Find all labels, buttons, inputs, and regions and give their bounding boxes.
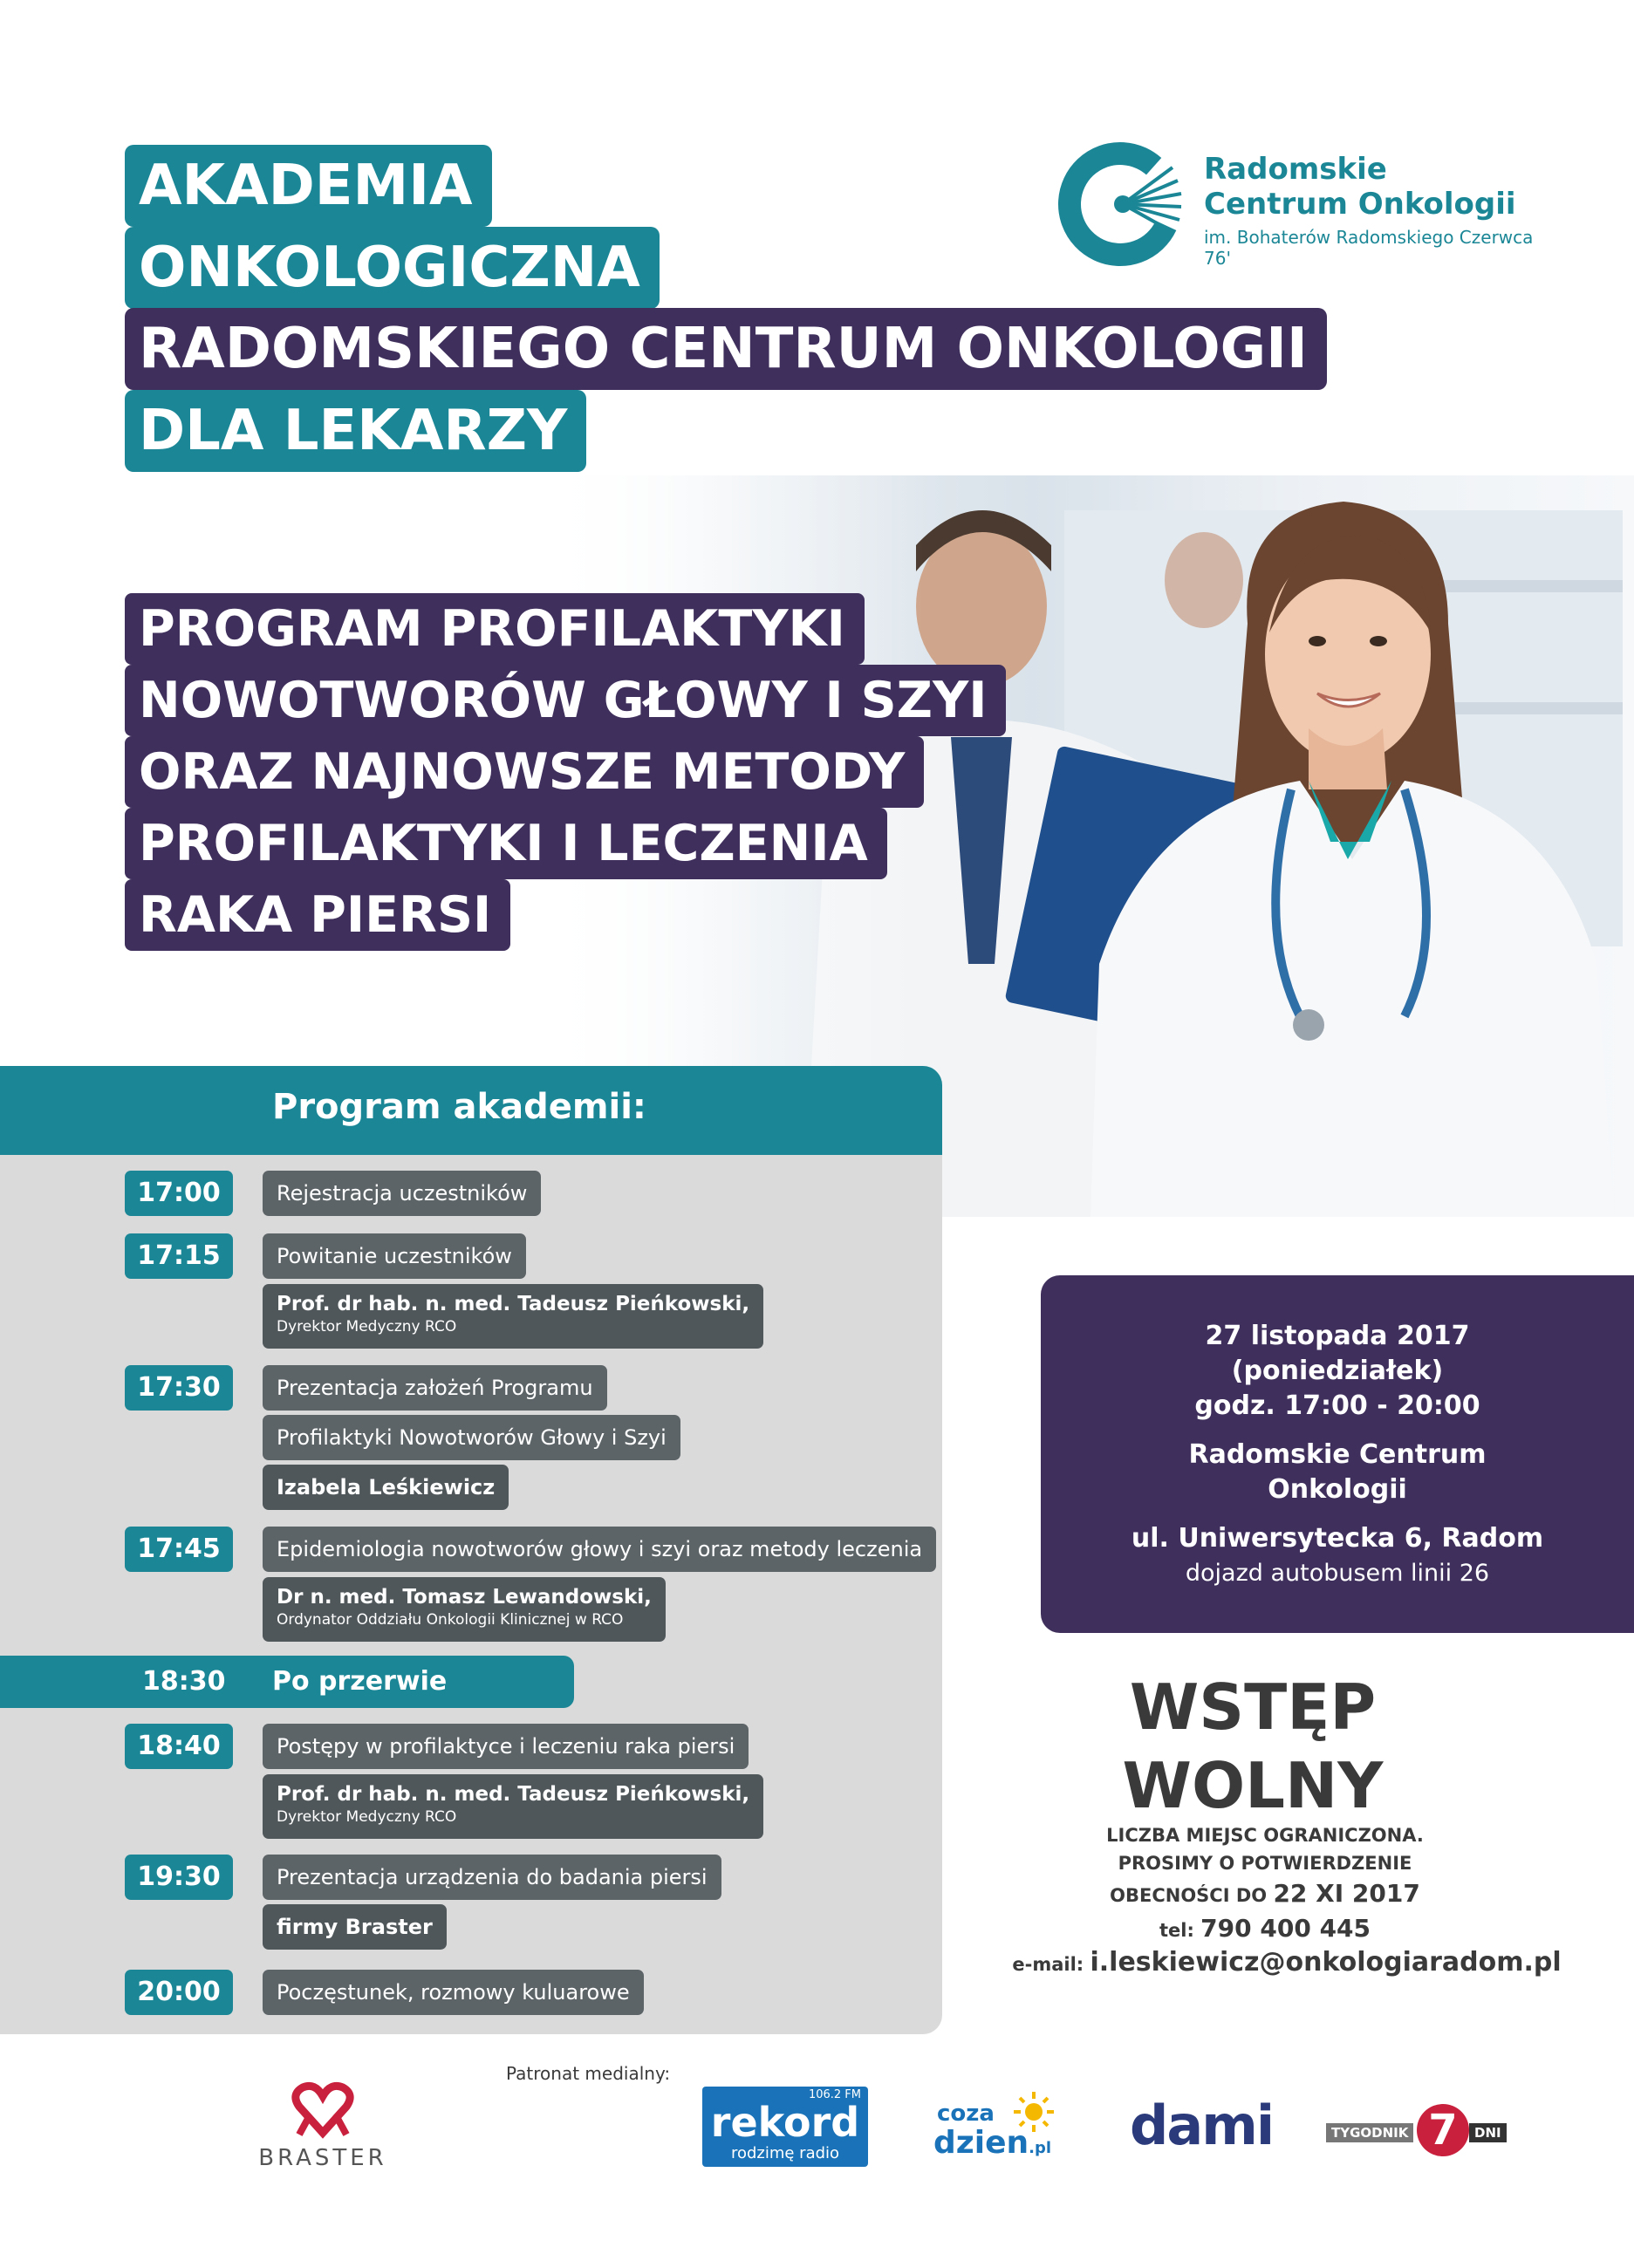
rekord-logo (702, 2087, 868, 2167)
speaker-name: firmy Braster (277, 1915, 433, 1939)
break-row (0, 1656, 574, 1708)
speaker-name: Prof. dr hab. n. med. Tadeusz Pieńkowski, (277, 1783, 750, 1806)
email-label: e-mail: (1012, 1954, 1090, 1975)
agenda-title: Prezentacja założeń Programu (263, 1365, 607, 1411)
tygodnik-number: 7 (1428, 2106, 1458, 2155)
event-weekday: (poniedziałek) (1231, 1356, 1444, 1386)
speaker-name: Prof. dr hab. n. med. Tadeusz Pieńkowski, (277, 1293, 750, 1315)
time-badge: 17:00 (125, 1171, 233, 1216)
title-line-3: RADOMSKIEGO CENTRUM ONKOLOGII (125, 308, 1327, 390)
time-badge: 20:00 (125, 1970, 233, 2015)
event-hours: godz. 17:00 - 20:00 (1194, 1390, 1480, 1421)
patronage-label: Patronat medialny: (506, 2063, 671, 2084)
logo-name-line-2: Centrum Onkologii (1204, 187, 1516, 222)
rco-logo (1057, 141, 1546, 268)
program-title-line-1: PROGRAM PROFILAKTYKI (125, 593, 865, 665)
braster-ribbon-icon (284, 2080, 362, 2142)
program-title-line-2: NOWOTWORÓW GŁOWY I SZYI (125, 665, 1006, 736)
agenda-speaker (263, 1465, 509, 1510)
phone-number: 790 400 445 (1200, 1914, 1371, 1943)
speaker-name: Izabela Leśkiewicz (277, 1475, 496, 1499)
email-address[interactable]: i.leskiewicz@onkologiaradom.pl (1090, 1947, 1562, 1978)
entry-note-3-prefix: OBECNOŚCI DO (1110, 1885, 1274, 1906)
dzien-wordmark (933, 2125, 1051, 2161)
entry-note-1: LICZBA MIEJSC OGRANICZONA. (1106, 1825, 1424, 1846)
agenda-title: Powitanie uczestników (263, 1233, 526, 1279)
program-title-line-5: RAKA PIERSI (125, 879, 510, 951)
agenda-title: Prezentacja urządzenia do badania piersi (263, 1855, 721, 1900)
agenda-speaker (263, 1577, 666, 1642)
speaker-role: Ordynator Oddziału Onkologii Klinicznej w RCO (277, 1611, 624, 1629)
tygodnik-dni: DNI (1469, 2123, 1507, 2142)
dami-logo: dami (1130, 2094, 1274, 2157)
entry-deadline: 22 XI 2017 (1273, 1879, 1420, 1908)
phone-label: tel: (1159, 1920, 1201, 1941)
agenda-speaker (263, 1284, 763, 1349)
agenda-title: Rejestracja uczestników (263, 1171, 541, 1216)
logo-name-line-1: Radomskie (1204, 152, 1387, 187)
program-title-line-4: PROFILAKTYKI I LECZENIA (125, 808, 887, 879)
logo-subtitle: im. Bohaterów Radomskiego Czerwca 76' (1204, 227, 1534, 269)
event-date: 27 listopada 2017 (1205, 1321, 1470, 1351)
event-transport: dojazd autobusem linii 26 (1185, 1560, 1490, 1587)
braster-logo (244, 2080, 401, 2176)
time-badge: 17:15 (125, 1233, 233, 1279)
event-venue-line-2: Onkologii (1268, 1474, 1407, 1505)
rco-logo-icon (1057, 141, 1186, 268)
entry-note-3 (960, 1879, 1570, 1908)
schedule-header (0, 1066, 942, 1155)
time-badge: 17:30 (125, 1365, 233, 1411)
event-info-box (1041, 1275, 1634, 1633)
entry-note-2: PROSIMY O POTWIERDZENIE (1118, 1853, 1412, 1874)
entry-phone (960, 1914, 1570, 1943)
time-badge: 19:30 (125, 1855, 233, 1900)
entry-line-1: WSTĘP (1129, 1670, 1377, 1744)
program-title-line-3: ORAZ NAJNOWSZE METODY (125, 736, 924, 808)
break-label: Po przerwie (272, 1666, 448, 1697)
rekord-tagline: rodzimę radio (730, 2144, 840, 2162)
cozadzien-logo (933, 2090, 1064, 2169)
braster-wordmark: BRASTER (258, 2145, 387, 2171)
time-badge: 18:40 (125, 1724, 233, 1769)
dzien-text: dzien (933, 2125, 1029, 2161)
dzien-suffix: .pl (1029, 2139, 1052, 2157)
coza-wordmark: coza (937, 2101, 995, 2127)
entry-line-2: WOLNY (1122, 1749, 1384, 1822)
tygodnik-number-badge (1417, 2104, 1469, 2156)
agenda-title: Poczęstunek, rozmowy kuluarowe (263, 1970, 644, 2015)
title-line-4: DLA LEKARZY (125, 390, 586, 472)
speaker-role: Dyrektor Medyczny RCO (277, 1808, 457, 1826)
event-address: ul. Uniwersytecka 6, Radom (1131, 1523, 1544, 1554)
agenda-speaker (263, 1774, 763, 1839)
event-venue-line-1: Radomskie Centrum (1188, 1439, 1487, 1470)
agenda-speaker (263, 1904, 447, 1950)
tygodnik-label: TYGODNIK (1326, 2123, 1413, 2142)
tygodnik-logo (1326, 2101, 1501, 2162)
speaker-role: Dyrektor Medyczny RCO (277, 1318, 457, 1336)
agenda-title-continued: Profilaktyki Nowotworów Głowy i Szyi (263, 1415, 680, 1460)
agenda-title: Postępy w profilaktyce i leczeniu raka piersi (263, 1724, 749, 1769)
time-badge: 17:45 (125, 1527, 233, 1572)
agenda-title: Epidemiologia nowotworów głowy i szyi oraz metody leczenia (263, 1527, 936, 1572)
entry-email (942, 1947, 1631, 1978)
rekord-wordmark: rekord (710, 2099, 860, 2146)
speaker-name: Dr n. med. Tomasz Lewandowski, (277, 1586, 652, 1609)
rekord-frequency: 106.2 FM (808, 2088, 861, 2101)
schedule-heading: Program akademii: (272, 1087, 646, 1127)
title-line-2: ONKOLOGICZNA (125, 227, 660, 309)
title-line-1: AKADEMIA (125, 145, 492, 227)
break-time: 18:30 (142, 1666, 226, 1697)
